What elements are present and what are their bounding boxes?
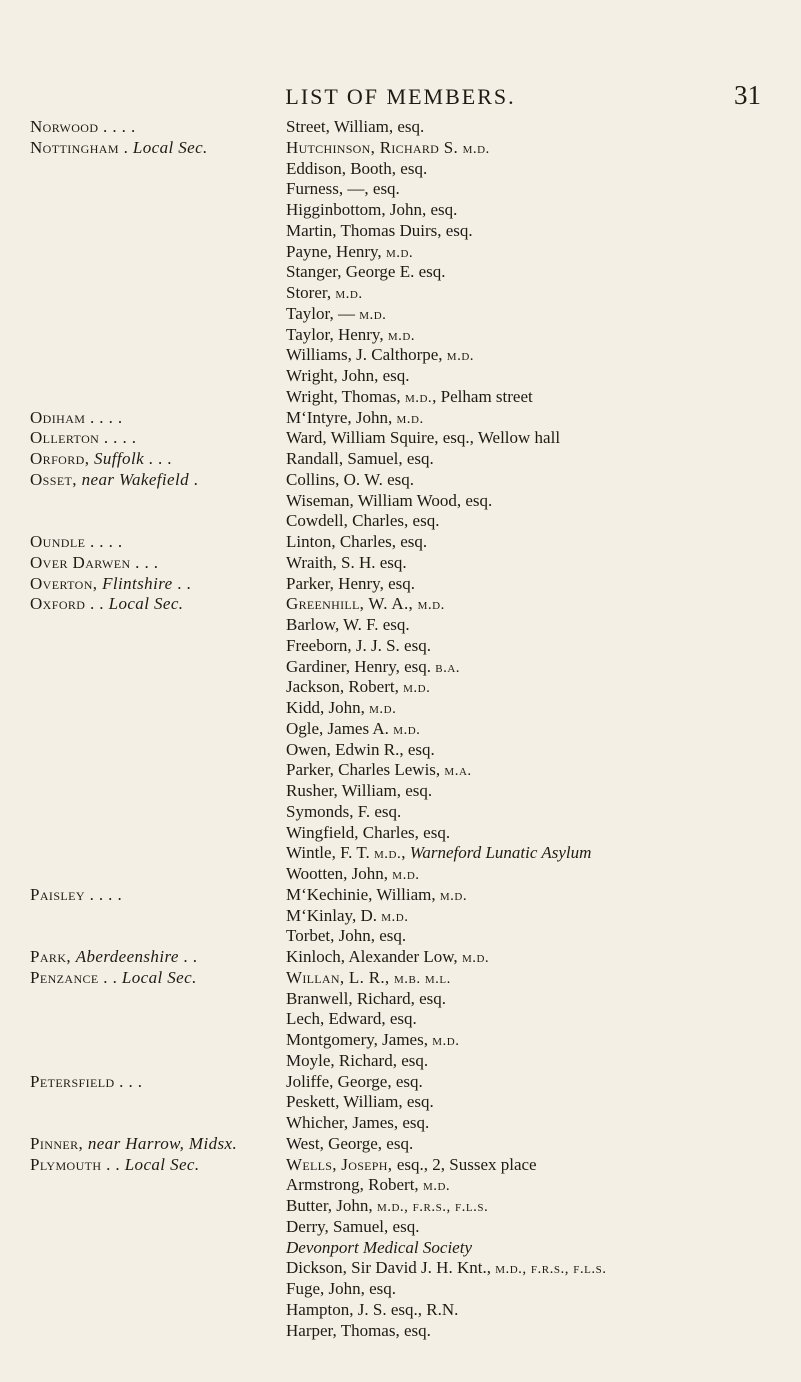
list-item xyxy=(30,303,800,325)
place-name: Odiham . . . . xyxy=(30,407,123,427)
member-name: Wiseman, William Wood, esq. xyxy=(286,490,493,510)
list-item xyxy=(30,261,800,283)
list-item xyxy=(30,1112,800,1134)
member-name: Freeborn, J. J. S. esq. xyxy=(286,635,431,655)
list-item xyxy=(30,1050,800,1072)
list-item xyxy=(30,158,800,180)
list-item xyxy=(30,967,800,989)
list-item xyxy=(30,884,800,906)
member-name: Eddison, Booth, esq. xyxy=(286,158,428,178)
member-name: Derry, Samuel, esq. xyxy=(286,1216,420,1236)
member-name: Wingfield, Charles, esq. xyxy=(286,822,451,842)
list-item xyxy=(30,531,800,553)
place-name: Nottingham . Local Sec. xyxy=(30,137,208,157)
member-name: Devonport Medical Society xyxy=(286,1237,472,1257)
member-name: Parker, Henry, esq. xyxy=(286,573,415,593)
member-name: Stanger, George E. esq. xyxy=(286,262,446,282)
member-name: Barlow, W. F. esq. xyxy=(286,615,410,634)
member-name: Payne, Henry, m.d. xyxy=(286,241,414,261)
member-name: Armstrong, Robert, m.d. xyxy=(286,1175,451,1195)
member-name: Branwell, Richard, esq. xyxy=(286,988,447,1008)
list-item xyxy=(30,1195,800,1217)
member-name: Street, William, esq. xyxy=(286,117,425,136)
place-name: Norwood . . . . xyxy=(30,117,136,136)
list-item xyxy=(30,365,800,387)
member-name: M‘Kinlay, D. m.d. xyxy=(286,905,409,925)
member-name: Martin, Thomas Duirs, esq. xyxy=(286,220,473,240)
list-item xyxy=(30,946,800,968)
list-item xyxy=(30,1091,800,1113)
list-item xyxy=(30,676,800,698)
list-item xyxy=(30,427,800,449)
member-name: Hampton, J. S. esq., R.N. xyxy=(286,1299,459,1319)
place-name: Paisley . . . . xyxy=(30,884,123,904)
list-item xyxy=(30,1029,800,1051)
member-name: Torbet, John, esq. xyxy=(286,926,407,946)
list-item xyxy=(30,822,800,844)
page-number: 31 xyxy=(734,80,761,110)
list-item xyxy=(30,241,800,263)
place-name: Orford, Suffolk . . . xyxy=(30,449,172,468)
member-name: Moyle, Richard, esq. xyxy=(286,1050,429,1070)
list-item xyxy=(30,1154,800,1176)
place-name: Oxford . . Local Sec. xyxy=(30,594,184,614)
member-name: Cowdell, Charles, esq. xyxy=(286,511,440,531)
place-name: Plymouth . . Local Sec. xyxy=(30,1154,200,1174)
list-item xyxy=(30,614,800,636)
member-name: Kinloch, Alexander Low, m.d. xyxy=(286,947,490,966)
list-item xyxy=(30,510,800,532)
member-name: Taylor, Henry, m.d. xyxy=(286,324,416,344)
list-item xyxy=(30,407,800,429)
member-name: Peskett, William, esq. xyxy=(286,1092,434,1112)
list-item xyxy=(30,1008,800,1030)
list-item xyxy=(30,593,800,615)
place-name: Ollerton . . . . xyxy=(30,428,137,448)
member-name: Randall, Samuel, esq. xyxy=(286,449,434,468)
list-item xyxy=(30,759,800,781)
member-name: Wraith, S. H. esq. xyxy=(286,552,407,572)
member-name: Montgomery, James, m.d. xyxy=(286,1030,460,1049)
member-name: Wintle, F. T. m.d., Warneford Lunatic Asylum xyxy=(286,843,592,863)
list-item xyxy=(30,1320,800,1342)
member-name: Gardiner, Henry, esq. b.a. xyxy=(286,656,461,676)
list-item xyxy=(30,1278,800,1300)
list-item xyxy=(30,1174,800,1196)
member-name: Hutchinson, Richard S. m.d. xyxy=(286,137,490,157)
member-name: Williams, J. Calthorpe, m.d. xyxy=(286,345,475,365)
list-item xyxy=(30,324,800,346)
member-name: Ogle, James A. m.d. xyxy=(286,718,421,738)
member-name: Furness, —, esq. xyxy=(286,179,400,199)
list-item xyxy=(30,780,800,802)
member-name: Kidd, John, m.d. xyxy=(286,698,397,717)
list-item xyxy=(30,552,800,574)
list-item xyxy=(30,1257,800,1279)
list-item xyxy=(30,925,800,947)
member-name: M‘Kechinie, William, m.d. xyxy=(286,884,468,904)
member-name: Wright, John, esq. xyxy=(286,366,410,385)
member-name: Wootten, John, m.d. xyxy=(286,864,420,883)
place-name: Oundle . . . . xyxy=(30,532,123,551)
list-item xyxy=(30,656,800,678)
list-item xyxy=(30,863,800,885)
list-item xyxy=(30,1237,800,1259)
place-name: Overton, Flintshire . . xyxy=(30,573,192,593)
member-name: Owen, Edwin R., esq. xyxy=(286,739,435,759)
list-item xyxy=(30,116,800,138)
place-name: Pinner, near Harrow, Midsx. xyxy=(30,1133,238,1153)
member-name: Fuge, John, esq. xyxy=(286,1279,397,1298)
list-item xyxy=(30,282,800,304)
list-item xyxy=(30,448,800,470)
list-item xyxy=(30,199,800,221)
member-name: Taylor, — m.d. xyxy=(286,303,387,323)
member-name: Linton, Charles, esq. xyxy=(286,532,428,551)
member-name: Wright, Thomas, m.d., Pelham street xyxy=(286,386,533,406)
list-item xyxy=(30,386,800,408)
list-item xyxy=(30,1216,800,1238)
running-head: LIST OF MEMBERS. xyxy=(285,84,516,109)
list-item xyxy=(30,178,800,200)
member-name: Higginbottom, John, esq. xyxy=(286,200,458,219)
place-name: Park, Aberdeenshire . . xyxy=(30,947,198,966)
list-item xyxy=(30,573,800,595)
member-name: Symonds, F. esq. xyxy=(286,801,402,821)
place-name: Osset, near Wakefield . xyxy=(30,469,199,489)
list-item xyxy=(30,1071,800,1093)
member-name: Storer, m.d. xyxy=(286,283,363,302)
place-name: Petersfield . . . xyxy=(30,1071,143,1091)
member-name: Harper, Thomas, esq. xyxy=(286,1320,431,1340)
member-name: Parker, Charles Lewis, m.a. xyxy=(286,760,472,780)
list-item xyxy=(30,635,800,657)
list-item xyxy=(30,801,800,823)
list-item xyxy=(30,1299,800,1321)
list-item xyxy=(30,697,800,719)
member-name: Whicher, James, esq. xyxy=(286,1113,430,1132)
member-name: M‘Intyre, John, m.d. xyxy=(286,407,424,427)
list-item xyxy=(30,739,800,761)
list-item xyxy=(30,905,800,927)
member-name: Joliffe, George, esq. xyxy=(286,1071,423,1091)
place-name: Penzance . . Local Sec. xyxy=(30,967,197,987)
list-item xyxy=(30,718,800,740)
member-name: Wells, Joseph, esq., 2, Sussex place xyxy=(286,1154,537,1174)
list-item xyxy=(30,344,800,366)
member-name: Lech, Edward, esq. xyxy=(286,1009,417,1029)
list-item xyxy=(30,469,800,491)
member-name: Dickson, Sir David J. H. Knt., m.d., f.r.s., f.l.s. xyxy=(286,1258,607,1278)
list-item xyxy=(30,842,800,864)
list-item xyxy=(30,137,800,159)
list-item xyxy=(30,220,800,242)
list-item xyxy=(30,988,800,1010)
member-name: West, George, esq. xyxy=(286,1133,414,1153)
member-name: Jackson, Robert, m.d. xyxy=(286,677,431,697)
member-name: Ward, William Squire, esq., Wellow hall xyxy=(286,428,561,448)
member-name: Rusher, William, esq. xyxy=(286,781,433,800)
member-name: Greenhill, W. A., m.d. xyxy=(286,594,445,614)
member-name: Butter, John, m.d., f.r.s., f.l.s. xyxy=(286,1196,489,1215)
place-name: Over Darwen . . . xyxy=(30,552,159,572)
member-name: Collins, O. W. esq. xyxy=(286,469,414,489)
member-name: Willan, L. R., m.b. m.l. xyxy=(286,967,451,987)
list-item xyxy=(30,490,800,512)
list-item xyxy=(30,1133,800,1155)
